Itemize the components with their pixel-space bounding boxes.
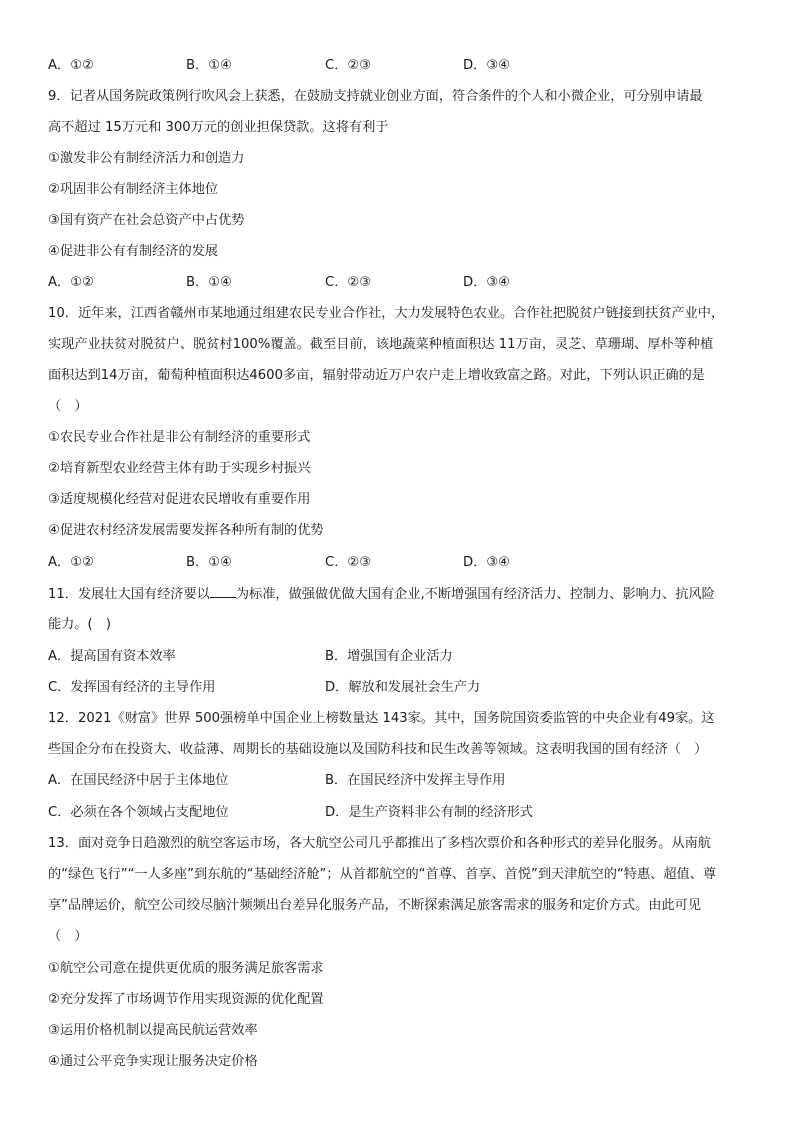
- q13-stem-line1: 13．面对竞争日趋激烈的航空客运市场，各大航空公司几乎都推出了多档次票价和各种形式的差异化服务。从南航: [48, 836, 711, 851]
- q8-option-b[interactable]: B．①④: [186, 58, 232, 73]
- q12-stem-line1: 12．2021《财富》世界 500强榜单中国企业上榜数量达 143家。其中，国务院国资委监管的中央企业有49家。这: [48, 711, 715, 726]
- q11-fill-blank: [210, 585, 236, 598]
- q13-answer-blank: （ ）: [48, 929, 88, 944]
- q10-option-b[interactable]: B．①④: [186, 555, 232, 570]
- q13-item-2: ②充分发挥了市场调节作用实现资源的优化配置: [48, 992, 324, 1007]
- q13-stem-line2: 的“绿色飞行”“一人多座”到东航的“基础经济舱”；从首都航空的“首尊、首享、首悦”到天津航空的“特惠、超值、尊: [48, 867, 717, 882]
- q10-stem-line3: 面积达到14万亩，葡萄种植面积达4600多亩，辐射带动近万户农户走上增收致富之路。对此，下列认识正确的是: [48, 368, 705, 383]
- q10-item-2: ②培育新型农业经营主体有助于实现乡村振兴: [48, 461, 311, 476]
- q10-item-3: ③适度规模化经营对促进农民增收有重要作用: [48, 492, 311, 507]
- q10-option-d[interactable]: D．③④: [463, 555, 510, 570]
- q11-option-b[interactable]: B．增强国有企业活力: [325, 649, 453, 664]
- q9-option-d[interactable]: D．③④: [463, 275, 510, 290]
- q13-item-4: ④通过公平竞争实现让服务决定价格: [48, 1054, 258, 1069]
- q11-option-a[interactable]: A．提高国有资本效率: [48, 649, 176, 664]
- q12-stem-line2: 些国企分布在投资大、收益薄、周期长的基础设施以及国防科技和民生改善等领域。这表明我国的国有经济（ ）: [48, 742, 708, 757]
- q10-stem-line1: 10．近年来，江西省赣州市某地通过组建农民专业合作社，大力发展特色农业。合作社把脱贫户链接到扶贫产业中，: [48, 306, 725, 321]
- q12-option-b[interactable]: B．在国民经济中发挥主导作用: [325, 773, 506, 788]
- q11-stem-line2: 能力。( ): [48, 617, 112, 632]
- q12-option-c[interactable]: C．必须在各个领域占支配地位: [48, 805, 229, 820]
- q13-item-1: ①航空公司意在提供更优质的服务满足旅客需求: [48, 961, 324, 976]
- q10-option-a[interactable]: A．①②: [48, 555, 94, 570]
- q10-item-1: ①农民专业合作社是非公有制经济的重要形式: [48, 430, 311, 445]
- q11-stem-part2: 为标准，做强做优做大国有企业,不断增强国有经济活力、控制力、影响力、抗风险: [235, 587, 715, 602]
- q8-option-a[interactable]: A．①②: [48, 58, 94, 73]
- q9-option-c[interactable]: C．②③: [325, 275, 372, 290]
- q9-item-1: ①激发非公有制经济活力和创造力: [48, 151, 245, 166]
- q12-option-a[interactable]: A．在国民经济中居于主体地位: [48, 773, 229, 788]
- q13-stem-line3: 享”品牌运价，航空公司绞尽脑汁频频出台差异化服务产品，不断探索满足旅客需求的服务和定价方式。由此可见: [48, 898, 702, 913]
- q8-option-c[interactable]: C．②③: [325, 58, 372, 73]
- q9-option-b[interactable]: B．①④: [186, 275, 232, 290]
- q10-answer-blank: （ ）: [48, 399, 88, 414]
- q9-item-4: ④促进非公有有制经济的发展: [48, 244, 219, 259]
- q11-stem-line1: [48, 585, 715, 604]
- q12-option-d[interactable]: D．是生产资料非公有制的经济形式: [325, 805, 533, 820]
- q9-item-3: ③国有资产在社会总资产中占优势: [48, 213, 245, 228]
- q11-option-c[interactable]: C．发挥国有经济的主导作用: [48, 680, 216, 695]
- q9-item-2: ②巩固非公有制经济主体地位: [48, 182, 219, 197]
- q8-option-d[interactable]: D．③④: [463, 58, 510, 73]
- q10-item-4: ④促进农村经济发展需要发挥各种所有制的优势: [48, 523, 324, 538]
- q10-stem-line2: 实现产业扶贫对脱贫户、脱贫村100%覆盖。截至目前，该地蔬菜种植面积达 11万亩，灵芝、草珊瑚、厚朴等种植: [48, 337, 714, 352]
- q11-stem-part1: 11．发展壮大国有经济要以: [48, 587, 210, 602]
- q13-item-3: ③运用价格机制以提高民航运营效率: [48, 1023, 258, 1038]
- q9-stem-line2: 高不超过 15万元和 300万元的创业担保贷款。这将有利于: [48, 120, 389, 135]
- q9-stem-line1: 9．记者从国务院政策例行吹风会上获悉，在鼓励支持就业创业方面，符合条件的个人和小微企业，可分别申请最: [48, 89, 703, 104]
- q11-option-d[interactable]: D．解放和发展社会生产力: [325, 680, 481, 695]
- q9-option-a[interactable]: A．①②: [48, 275, 94, 290]
- q10-option-c[interactable]: C．②③: [325, 555, 372, 570]
